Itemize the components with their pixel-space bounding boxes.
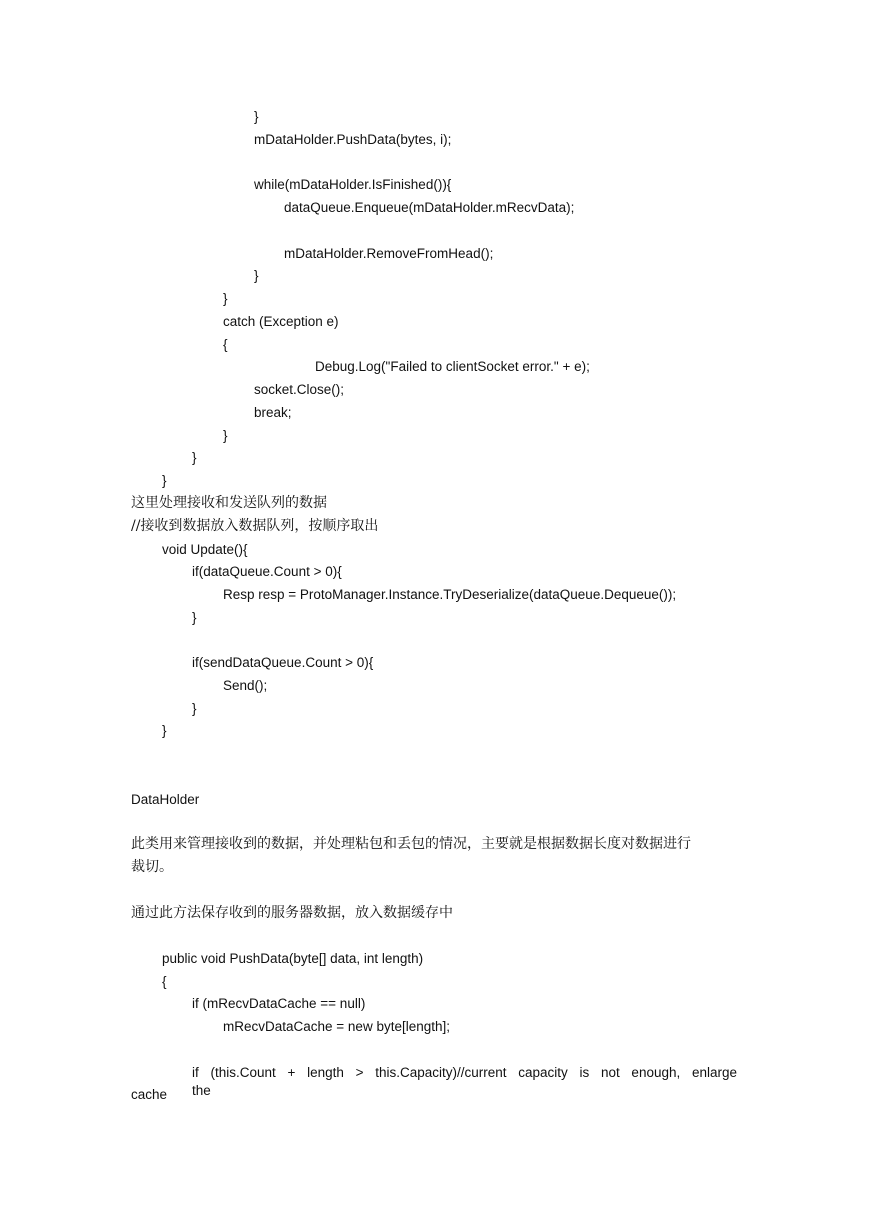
code-line: Debug.Log("Failed to clientSocket error." + e);: [315, 359, 590, 374]
note-text: 这里处理接收和发送队列的数据: [131, 495, 327, 511]
code-line: }: [162, 473, 167, 488]
code-line: public void PushData(byte[] data, int length): [162, 951, 424, 966]
code-line: }: [254, 268, 259, 283]
code-line: }: [192, 450, 197, 465]
section-title: DataHolder: [131, 792, 200, 807]
code-line: if(dataQueue.Count > 0){: [192, 564, 342, 579]
code-line: Send();: [223, 678, 268, 693]
code-line: Resp resp = ProtoManager.Instance.TryDeserialize(dataQueue.Dequeue());: [223, 587, 677, 602]
code-line: catch (Exception e): [223, 314, 339, 329]
code-line: dataQueue.Enqueue(mDataHolder.mRecvData);: [284, 200, 575, 215]
code-line: }: [254, 109, 259, 124]
code-line: }: [192, 701, 197, 716]
code-line: mRecvDataCache = new byte[length];: [223, 1019, 450, 1034]
code-line: mDataHolder.RemoveFromHead();: [284, 246, 494, 261]
code-line: }: [192, 610, 197, 625]
code-line: }: [223, 428, 228, 443]
code-line: socket.Close();: [254, 382, 345, 397]
paragraph-line: 裁切。: [131, 859, 173, 875]
code-line: cache: [131, 1087, 168, 1102]
code-line: if(sendDataQueue.Count > 0){: [192, 655, 374, 670]
code-line: if (this.Count + length > this.Capacity)//current capacity is not enough, enlarge the: [192, 1065, 737, 1098]
code-line: }: [223, 291, 228, 306]
code-line: {: [162, 974, 167, 989]
paragraph: 通过此方法保存收到的服务器数据，放入数据缓存中: [131, 905, 453, 921]
code-line: break;: [254, 405, 292, 420]
code-line: while(mDataHolder.IsFinished()){: [254, 177, 452, 192]
code-line: {: [223, 337, 228, 352]
comment-text: //接收到数据放入数据队列，按顺序取出: [131, 518, 379, 534]
code-line: mDataHolder.PushData(bytes, i);: [254, 132, 452, 147]
code-line: if (mRecvDataCache == null): [192, 996, 366, 1011]
paragraph-line: 此类用来管理接收到的数据，并处理粘包和丢包的情况，主要就是根据数据长度对数据进行: [131, 836, 691, 852]
code-line: void Update(){: [162, 542, 248, 557]
code-line: }: [162, 723, 167, 738]
